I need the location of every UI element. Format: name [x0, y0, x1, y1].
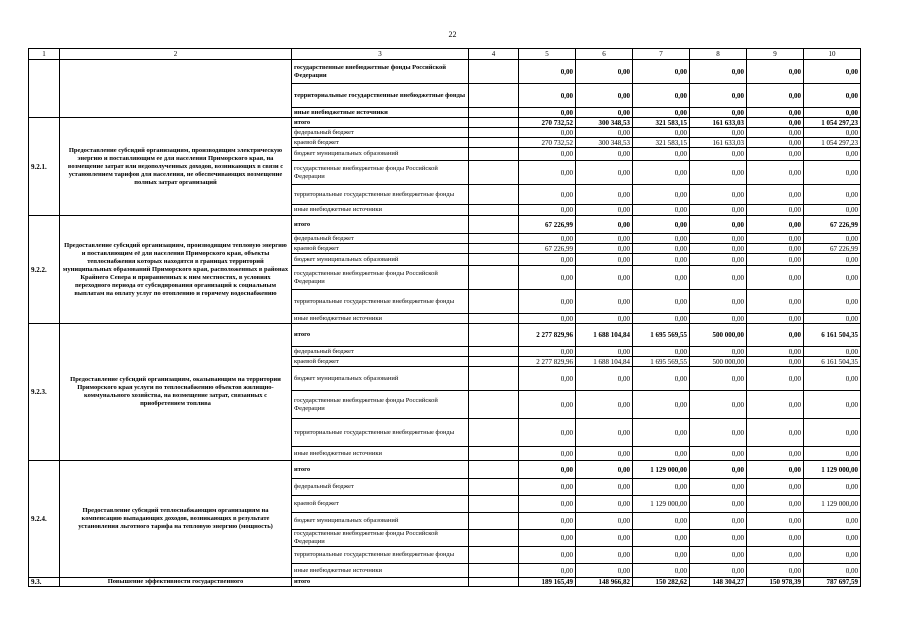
- amount-cell: 0,00: [690, 547, 747, 564]
- funding-source: федеральный бюджет: [292, 128, 469, 138]
- empty-cell: [469, 547, 519, 564]
- amount-cell: 0,00: [576, 244, 633, 254]
- funding-source: территориальные государственные внебюджетные фонды: [292, 84, 469, 108]
- amount-cell: 0,00: [576, 266, 633, 290]
- amount-cell: 0,00: [690, 254, 747, 266]
- empty-cell: [469, 530, 519, 547]
- amount-cell: 0,00: [690, 496, 747, 513]
- budget-table: [28, 48, 861, 587]
- amount-cell: 0,00: [747, 461, 804, 479]
- header-cell: 8: [690, 49, 747, 60]
- amount-cell: 0,00: [747, 128, 804, 138]
- funding-source: иные внебюджетные источники: [292, 564, 469, 578]
- funding-source: федеральный бюджет: [292, 479, 469, 496]
- amount-cell: 0,00: [519, 108, 576, 118]
- amount-cell: 0,00: [519, 60, 576, 84]
- amount-cell: 0,00: [519, 128, 576, 138]
- empty-cell: [469, 479, 519, 496]
- amount-cell: 0,00: [804, 447, 861, 461]
- funding-source: иные внебюджетные источники: [292, 205, 469, 216]
- funding-source: иные внебюджетные источники: [292, 108, 469, 118]
- amount-cell: 0,00: [690, 513, 747, 530]
- amount-cell: 1 129 000,00: [633, 461, 690, 479]
- header-cell: 9: [747, 49, 804, 60]
- amount-cell: 0,00: [633, 530, 690, 547]
- amount-cell: 0,00: [690, 564, 747, 578]
- amount-cell: 0,00: [747, 513, 804, 530]
- amount-cell: 0,00: [747, 234, 804, 244]
- header-cell: 4: [469, 49, 519, 60]
- amount-cell: 1 688 104,84: [576, 357, 633, 367]
- amount-cell: 0,00: [747, 314, 804, 324]
- amount-cell: 0,00: [804, 234, 861, 244]
- item-description: [60, 60, 292, 118]
- amount-cell: 0,00: [804, 513, 861, 530]
- amount-cell: 1 054 297,23: [804, 138, 861, 148]
- amount-cell: 0,00: [747, 324, 804, 347]
- amount-cell: 0,00: [804, 314, 861, 324]
- empty-cell: [469, 564, 519, 578]
- amount-cell: 67 226,99: [519, 216, 576, 234]
- funding-source: краевой бюджет: [292, 496, 469, 513]
- amount-cell: 787 697,59: [804, 578, 861, 587]
- amount-cell: 0,00: [633, 185, 690, 205]
- amount-cell: 270 732,52: [519, 118, 576, 128]
- amount-cell: 0,00: [519, 234, 576, 244]
- funding-source: краевой бюджет: [292, 138, 469, 148]
- amount-cell: 0,00: [633, 266, 690, 290]
- empty-cell: [469, 118, 519, 128]
- amount-cell: 0,00: [576, 108, 633, 118]
- amount-cell: 0,00: [747, 185, 804, 205]
- header-cell: 5: [519, 49, 576, 60]
- amount-cell: 0,00: [804, 108, 861, 118]
- empty-cell: [469, 419, 519, 447]
- amount-cell: 0,00: [690, 128, 747, 138]
- item-description: Предоставление субсидий организациям, производящим тепловую энергию и поставляющим её для населения Приморского края, объекты теплоснабжения которых находятся в границах территорий муниципальных образований Приморского края, расположенных в районах Крайнего Севера и приравненных к ним местностях, в условиях переходного периода от субсидирования организаций к социальным выплатам на оплату услуг по отоплению и горячему водоснабжению: [60, 216, 292, 324]
- empty-cell: [469, 205, 519, 216]
- funding-source: государственные внебюджетные фонды Российской Федерации: [292, 530, 469, 547]
- amount-cell: 0,00: [576, 367, 633, 391]
- amount-cell: 0,00: [576, 314, 633, 324]
- amount-cell: 0,00: [633, 84, 690, 108]
- amount-cell: 0,00: [576, 479, 633, 496]
- item-code: 9.2.3.: [29, 324, 60, 461]
- funding-source: государственные внебюджетные фонды Российской Федерации: [292, 266, 469, 290]
- table-row: [29, 60, 861, 84]
- amount-cell: 0,00: [519, 479, 576, 496]
- amount-cell: 0,00: [633, 419, 690, 447]
- amount-cell: 0,00: [804, 347, 861, 357]
- amount-cell: 0,00: [576, 185, 633, 205]
- amount-cell: 2 277 829,96: [519, 357, 576, 367]
- amount-cell: 0,00: [576, 148, 633, 161]
- amount-cell: 0,00: [747, 391, 804, 419]
- empty-cell: [469, 266, 519, 290]
- amount-cell: 1 054 297,23: [804, 118, 861, 128]
- amount-cell: 0,00: [747, 244, 804, 254]
- amount-cell: 0,00: [804, 205, 861, 216]
- amount-cell: 148 304,27: [690, 578, 747, 587]
- amount-cell: 0,00: [804, 84, 861, 108]
- amount-cell: 0,00: [519, 419, 576, 447]
- amount-cell: 0,00: [804, 185, 861, 205]
- amount-cell: 1 129 000,00: [804, 461, 861, 479]
- amount-cell: 0,00: [804, 547, 861, 564]
- amount-cell: 0,00: [747, 161, 804, 185]
- empty-cell: [469, 138, 519, 148]
- amount-cell: 270 732,52: [519, 138, 576, 148]
- amount-cell: 0,00: [519, 447, 576, 461]
- empty-cell: [469, 234, 519, 244]
- funding-source: итого: [292, 216, 469, 234]
- amount-cell: 0,00: [633, 205, 690, 216]
- empty-cell: [469, 244, 519, 254]
- amount-cell: 0,00: [576, 547, 633, 564]
- page-number: 22: [448, 30, 457, 39]
- amount-cell: 0,00: [519, 496, 576, 513]
- funding-source: бюджет муниципальных образований: [292, 148, 469, 161]
- funding-source: итого: [292, 324, 469, 347]
- amount-cell: 0,00: [690, 185, 747, 205]
- amount-cell: 0,00: [576, 530, 633, 547]
- amount-cell: 0,00: [747, 447, 804, 461]
- amount-cell: 0,00: [576, 254, 633, 266]
- amount-cell: 0,00: [747, 479, 804, 496]
- funding-source: федеральный бюджет: [292, 347, 469, 357]
- funding-source: государственные внебюджетные фонды Российской Федерации: [292, 391, 469, 419]
- empty-cell: [469, 216, 519, 234]
- amount-cell: 0,00: [633, 347, 690, 357]
- amount-cell: 0,00: [747, 357, 804, 367]
- funding-source: бюджет муниципальных образований: [292, 367, 469, 391]
- funding-source: государственные внебюджетные фонды Российской Федерации: [292, 60, 469, 84]
- header-cell: 7: [633, 49, 690, 60]
- funding-source: итого: [292, 118, 469, 128]
- funding-source: федеральный бюджет: [292, 234, 469, 244]
- amount-cell: 0,00: [633, 513, 690, 530]
- amount-cell: 6 161 504,35: [804, 357, 861, 367]
- amount-cell: 0,00: [633, 367, 690, 391]
- item-description: Предоставление субсидий организациям, производящим электрическую энергию и поставляющим ее для населения Приморского края, на возмещение затрат или недополученных доходов, возникающих в связи с установлением тарифов для населения, не обеспечивающих возмещение полных затрат организаций: [60, 118, 292, 216]
- amount-cell: 0,00: [747, 547, 804, 564]
- amount-cell: 0,00: [576, 84, 633, 108]
- amount-cell: 0,00: [747, 367, 804, 391]
- amount-cell: 0,00: [519, 367, 576, 391]
- amount-cell: 0,00: [576, 513, 633, 530]
- amount-cell: 0,00: [747, 564, 804, 578]
- empty-cell: [469, 84, 519, 108]
- amount-cell: 0,00: [690, 479, 747, 496]
- item-description: Повышение эффективности государственного: [60, 578, 292, 587]
- amount-cell: 0,00: [690, 290, 747, 314]
- header-cell: 3: [292, 49, 469, 60]
- amount-cell: 0,00: [576, 216, 633, 234]
- funding-source: территориальные государственные внебюджетные фонды: [292, 419, 469, 447]
- amount-cell: 300 348,53: [576, 138, 633, 148]
- amount-cell: 0,00: [690, 447, 747, 461]
- amount-cell: 0,00: [804, 530, 861, 547]
- amount-cell: 0,00: [804, 391, 861, 419]
- item-code: 9.2.1.: [29, 118, 60, 216]
- empty-cell: [469, 108, 519, 118]
- amount-cell: 0,00: [519, 547, 576, 564]
- funding-source: бюджет муниципальных образований: [292, 254, 469, 266]
- amount-cell: 0,00: [633, 391, 690, 419]
- funding-source: территориальные государственные внебюджетные фонды: [292, 185, 469, 205]
- amount-cell: 0,00: [804, 266, 861, 290]
- amount-cell: 0,00: [519, 347, 576, 357]
- amount-cell: 0,00: [519, 205, 576, 216]
- amount-cell: 0,00: [633, 547, 690, 564]
- amount-cell: 0,00: [804, 367, 861, 391]
- amount-cell: 0,00: [747, 148, 804, 161]
- empty-cell: [469, 128, 519, 138]
- amount-cell: 0,00: [519, 564, 576, 578]
- amount-cell: 300 348,53: [576, 118, 633, 128]
- funding-source: краевой бюджет: [292, 357, 469, 367]
- amount-cell: 0,00: [519, 314, 576, 324]
- amount-cell: 0,00: [747, 108, 804, 118]
- amount-cell: 0,00: [576, 564, 633, 578]
- amount-cell: 0,00: [690, 367, 747, 391]
- amount-cell: 0,00: [576, 391, 633, 419]
- amount-cell: 0,00: [690, 216, 747, 234]
- amount-cell: 0,00: [804, 290, 861, 314]
- empty-cell: [469, 447, 519, 461]
- amount-cell: 0,00: [747, 419, 804, 447]
- amount-cell: 0,00: [747, 530, 804, 547]
- amount-cell: 0,00: [690, 419, 747, 447]
- amount-cell: 0,00: [804, 161, 861, 185]
- funding-source: итого: [292, 461, 469, 479]
- amount-cell: 0,00: [804, 128, 861, 138]
- amount-cell: 67 226,99: [519, 244, 576, 254]
- amount-cell: 0,00: [747, 138, 804, 148]
- amount-cell: 1 129 000,00: [804, 496, 861, 513]
- amount-cell: 0,00: [633, 216, 690, 234]
- amount-cell: 321 583,15: [633, 138, 690, 148]
- amount-cell: 0,00: [576, 290, 633, 314]
- amount-cell: 0,00: [633, 128, 690, 138]
- amount-cell: 0,00: [576, 128, 633, 138]
- empty-cell: [469, 324, 519, 347]
- amount-cell: 0,00: [747, 254, 804, 266]
- table-row: [29, 118, 861, 128]
- amount-cell: 0,00: [690, 314, 747, 324]
- item-description: Предоставление субсидий теплоснабжающим организациям на компенсацию выпадающих доходов, возникающих в результате установления льготного тарифа на тепловую энергию (мощность): [60, 461, 292, 578]
- amount-cell: 0,00: [804, 60, 861, 84]
- empty-cell: [469, 254, 519, 266]
- amount-cell: 189 165,49: [519, 578, 576, 587]
- amount-cell: 0,00: [690, 161, 747, 185]
- amount-cell: 0,00: [690, 84, 747, 108]
- amount-cell: 0,00: [519, 84, 576, 108]
- funding-source: территориальные государственные внебюджетные фонды: [292, 290, 469, 314]
- amount-cell: 67 226,99: [804, 244, 861, 254]
- amount-cell: 0,00: [747, 216, 804, 234]
- item-code: 9.2.2.: [29, 216, 60, 324]
- header-cell: 6: [576, 49, 633, 60]
- amount-cell: 0,00: [747, 496, 804, 513]
- empty-cell: [469, 461, 519, 479]
- amount-cell: 2 277 829,96: [519, 324, 576, 347]
- amount-cell: 0,00: [519, 148, 576, 161]
- empty-cell: [469, 185, 519, 205]
- amount-cell: 0,00: [747, 290, 804, 314]
- amount-cell: 0,00: [633, 479, 690, 496]
- amount-cell: 321 583,15: [633, 118, 690, 128]
- amount-cell: 0,00: [804, 564, 861, 578]
- empty-cell: [469, 290, 519, 314]
- item-code: 9.2.4.: [29, 461, 60, 578]
- amount-cell: 0,00: [576, 234, 633, 244]
- amount-cell: 150 978,39: [747, 578, 804, 587]
- amount-cell: 0,00: [519, 290, 576, 314]
- amount-cell: 0,00: [519, 461, 576, 479]
- amount-cell: 0,00: [633, 290, 690, 314]
- amount-cell: 1 688 104,84: [576, 324, 633, 347]
- amount-cell: 0,00: [576, 347, 633, 357]
- amount-cell: 0,00: [747, 118, 804, 128]
- amount-cell: 0,00: [747, 347, 804, 357]
- amount-cell: 150 282,62: [633, 578, 690, 587]
- amount-cell: 0,00: [633, 161, 690, 185]
- amount-cell: 0,00: [633, 314, 690, 324]
- amount-cell: 0,00: [633, 254, 690, 266]
- empty-cell: [469, 357, 519, 367]
- amount-cell: 6 161 504,35: [804, 324, 861, 347]
- amount-cell: 0,00: [804, 148, 861, 161]
- amount-cell: 0,00: [633, 234, 690, 244]
- amount-cell: 0,00: [690, 244, 747, 254]
- funding-source: иные внебюджетные источники: [292, 447, 469, 461]
- table-row: [29, 578, 861, 587]
- amount-cell: 1 695 569,55: [633, 324, 690, 347]
- amount-cell: 1 695 569,55: [633, 357, 690, 367]
- empty-cell: [469, 161, 519, 185]
- empty-cell: [469, 496, 519, 513]
- amount-cell: 67 226,99: [804, 216, 861, 234]
- amount-cell: 0,00: [519, 513, 576, 530]
- amount-cell: 0,00: [747, 266, 804, 290]
- amount-cell: 0,00: [519, 185, 576, 205]
- amount-cell: 0,00: [690, 108, 747, 118]
- table-row: [29, 324, 861, 347]
- empty-cell: [469, 391, 519, 419]
- amount-cell: 0,00: [519, 266, 576, 290]
- amount-cell: 0,00: [519, 530, 576, 547]
- amount-cell: 0,00: [804, 254, 861, 266]
- empty-cell: [469, 314, 519, 324]
- amount-cell: 500 000,00: [690, 357, 747, 367]
- amount-cell: 0,00: [576, 447, 633, 461]
- amount-cell: 0,00: [690, 205, 747, 216]
- amount-cell: 0,00: [690, 391, 747, 419]
- amount-cell: 0,00: [804, 419, 861, 447]
- amount-cell: 0,00: [576, 461, 633, 479]
- amount-cell: 0,00: [633, 60, 690, 84]
- header-cell: 10: [804, 49, 861, 60]
- empty-cell: [469, 513, 519, 530]
- header-cell: 2: [60, 49, 292, 60]
- header-cell: 1: [29, 49, 60, 60]
- header-row: [29, 49, 861, 60]
- amount-cell: 0,00: [633, 244, 690, 254]
- funding-source: бюджет муниципальных образований: [292, 513, 469, 530]
- amount-cell: 0,00: [690, 234, 747, 244]
- table-row: [29, 216, 861, 234]
- amount-cell: 0,00: [576, 419, 633, 447]
- funding-source: государственные внебюджетные фонды Российской Федерации: [292, 161, 469, 185]
- amount-cell: 500 000,00: [690, 324, 747, 347]
- amount-cell: 161 633,03: [690, 138, 747, 148]
- item-code: 9.3.: [29, 578, 60, 587]
- empty-cell: [469, 578, 519, 587]
- amount-cell: 148 966,82: [576, 578, 633, 587]
- table-row: [29, 461, 861, 479]
- item-description: Предоставление субсидий организациям, оказывающим на территории Приморского края услуги по теплоснабжению объектов жилищно-коммунального хозяйства, на возмещение затрат, связанных с приобретением топлива: [60, 324, 292, 461]
- empty-cell: [469, 347, 519, 357]
- funding-source: краевой бюджет: [292, 244, 469, 254]
- empty-cell: [469, 367, 519, 391]
- amount-cell: 0,00: [633, 108, 690, 118]
- amount-cell: 0,00: [747, 84, 804, 108]
- amount-cell: 0,00: [690, 347, 747, 357]
- amount-cell: 0,00: [747, 60, 804, 84]
- funding-source: иные внебюджетные источники: [292, 314, 469, 324]
- funding-source: территориальные государственные внебюджетные фонды: [292, 547, 469, 564]
- empty-cell: [469, 148, 519, 161]
- amount-cell: 0,00: [690, 461, 747, 479]
- amount-cell: 0,00: [576, 161, 633, 185]
- amount-cell: 161 633,03: [690, 118, 747, 128]
- amount-cell: 0,00: [519, 391, 576, 419]
- empty-cell: [469, 60, 519, 84]
- amount-cell: 0,00: [633, 148, 690, 161]
- amount-cell: 0,00: [576, 496, 633, 513]
- amount-cell: 0,00: [519, 161, 576, 185]
- funding-source: итого: [292, 578, 469, 587]
- item-code: [29, 60, 60, 118]
- amount-cell: 0,00: [690, 266, 747, 290]
- amount-cell: 0,00: [747, 205, 804, 216]
- amount-cell: 0,00: [690, 530, 747, 547]
- amount-cell: 0,00: [576, 60, 633, 84]
- amount-cell: 0,00: [690, 148, 747, 161]
- amount-cell: 0,00: [690, 60, 747, 84]
- amount-cell: 1 129 000,00: [633, 496, 690, 513]
- amount-cell: 0,00: [519, 254, 576, 266]
- amount-cell: 0,00: [576, 205, 633, 216]
- amount-cell: 0,00: [804, 479, 861, 496]
- amount-cell: 0,00: [633, 447, 690, 461]
- amount-cell: 0,00: [633, 564, 690, 578]
